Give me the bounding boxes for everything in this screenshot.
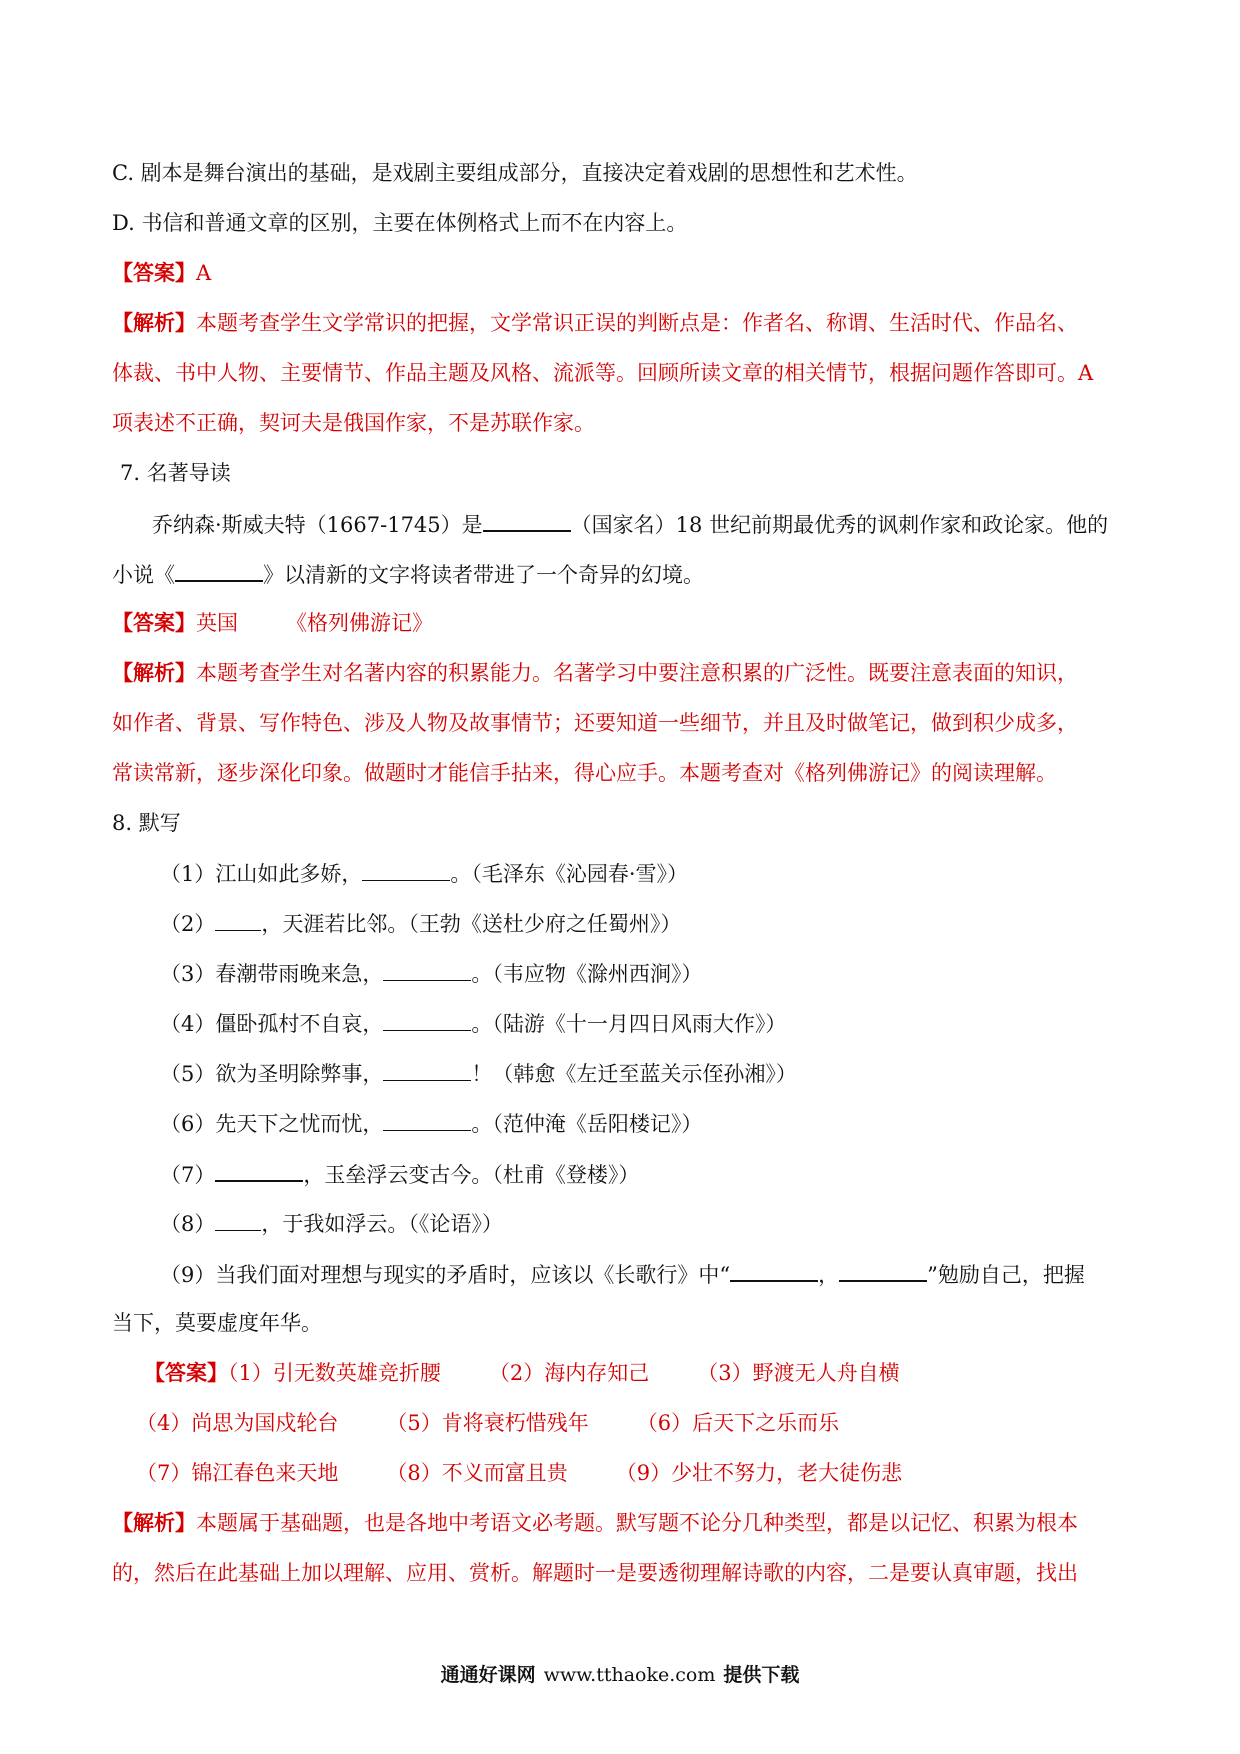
item-number: （3） <box>160 962 216 986</box>
footer-url-link[interactable]: www.tthaoke.com <box>543 1664 716 1686</box>
q8-analysis-line-2: 的，然后在此基础上加以理解、应用、赏析。解题时一是要透彻理解诗歌的内容，二是要认真审题，找出 <box>112 1561 1078 1585</box>
item-text: （9）当我们面对理想与现实的矛盾时，应该以《长歌行》中“ <box>160 1263 731 1287</box>
answer-item: （3）野渡无人舟自横 <box>697 1361 900 1385</box>
q8-item-8 <box>160 1208 1180 1239</box>
q7-analysis-line-3: 常读常新，逐步深化印象。做题时才能信手拈来，得心应手。本题考查对《格列佛游记》的阅读理解。 <box>112 761 1057 785</box>
q7-heading: 7. 名著导读 <box>120 461 231 485</box>
q7-text: 》以清新的文字将读者带进了一个奇异的幻境。 <box>263 563 704 587</box>
answer-item: （2）海内存知己 <box>488 1361 650 1385</box>
item-number: （5） <box>160 1062 216 1086</box>
item-text: ”勉励自己，把握 <box>927 1263 1085 1287</box>
q8-item-4 <box>160 1008 1180 1039</box>
item-text: 。（陆游《十一月四日风雨大作》） <box>471 1012 787 1036</box>
fill-blank[interactable] <box>362 858 450 881</box>
fill-blank[interactable] <box>483 508 571 532</box>
item-text: ，玉垒浮云变古今。（杜甫《登楼》） <box>303 1163 640 1187</box>
answer-item: （1）引无数英雄竞折腰 <box>228 1361 441 1385</box>
item-text: 僵卧孤村不自哀， <box>215 1012 384 1036</box>
fill-blank[interactable] <box>383 1008 471 1031</box>
fill-blank[interactable] <box>839 1258 927 1282</box>
answer-item: （7）锦江春色来天地 <box>136 1461 339 1485</box>
q7-body-line-2 <box>112 558 1132 590</box>
item-text: ，天涯若比邻。（王勃《送杜少府之任蜀州》） <box>261 912 682 936</box>
option-d: D. 书信和普通文章的区别，主要在体例格式上而不在内容上。 <box>112 211 688 235</box>
q8-item-1 <box>160 858 1180 889</box>
q7-answer <box>112 608 1132 638</box>
q6-analysis-line-1 <box>112 308 1132 338</box>
item-text: 。（毛泽东《沁园春·雪》） <box>450 862 689 886</box>
answer-label: 【答案】 <box>112 260 196 285</box>
q7-analysis-line-1 <box>112 658 1132 688</box>
fill-blank[interactable] <box>215 1208 261 1231</box>
answer-item: （8）不义而富且贵 <box>386 1461 568 1485</box>
item-text: 先天下之忧而忧， <box>215 1112 384 1136</box>
q6-answer <box>112 258 1132 288</box>
q8-answer-row-1 <box>144 1358 1164 1388</box>
q8-item-7 <box>160 1158 1180 1190</box>
q8-item-2 <box>160 908 1180 939</box>
fill-blank[interactable] <box>730 1258 818 1282</box>
q7-text: 乔纳森·斯威夫特（1667-1745）是 <box>152 513 483 537</box>
q6-analysis-line-3: 项表述不正确，契诃夫是俄国作家，不是苏联作家。 <box>112 411 595 435</box>
item-number: （1） <box>160 862 216 886</box>
q7-text: （国家名）18 世纪前期最优秀的讽刺作家和政论家。他的 <box>570 513 1109 537</box>
item-number: （4） <box>160 1012 216 1036</box>
q6-analysis-line-2: 体裁、书中人物、主要情节、作品主题及风格、流派等。回顾所读文章的相关情节，根据问题作答即可。A <box>112 361 1094 385</box>
item-text: 江山如此多娇， <box>215 862 363 886</box>
q8-analysis-line-1 <box>112 1508 1132 1538</box>
fill-blank[interactable] <box>383 1108 471 1131</box>
item-number: （6） <box>160 1112 216 1136</box>
answer-value: A <box>196 261 212 285</box>
q8-item-9-line-2: 当下，莫要虚度年华。 <box>112 1311 322 1335</box>
footer-site-name: 通通好课网 <box>440 1664 536 1686</box>
fill-blank[interactable] <box>383 1058 471 1081</box>
item-number: （8） <box>160 1212 216 1236</box>
q8-item-6 <box>160 1108 1180 1139</box>
q8-item-5 <box>160 1058 1180 1089</box>
item-number: （2） <box>160 912 216 936</box>
item-text: ， <box>818 1263 840 1287</box>
item-text: ，于我如浮云。（《论语》） <box>261 1212 503 1236</box>
analysis-label: 【解析】 <box>112 660 196 685</box>
answer-item: （6）后天下之乐而乐 <box>636 1411 840 1435</box>
option-c: C. 剧本是舞台演出的基础，是戏剧主要组成部分，直接决定着戏剧的思想性和艺术性。 <box>112 161 918 185</box>
answer-item: （4）尚思为国戍轮台 <box>136 1411 339 1435</box>
analysis-text: 本题考查学生文学常识的把握，文学常识正误的判断点是：作者名、称谓、生活时代、作品名、 <box>196 311 1078 335</box>
page-footer <box>0 1660 1240 1687</box>
q8-item-9-line-1 <box>160 1258 1180 1290</box>
q8-heading: 8. 默写 <box>112 811 181 835</box>
analysis-text: 本题考查学生对名著内容的积累能力。名著学习中要注意积累的广泛性。既要注意表面的知识， <box>196 661 1078 685</box>
answer-value: 《格列佛游记》 <box>286 611 433 635</box>
item-text: 。（韦应物《滁州西涧》） <box>471 962 703 986</box>
item-text: 。（范仲淹《岳阳楼记》） <box>471 1112 703 1136</box>
answer-label: 【答案】 <box>112 610 196 635</box>
analysis-text: 本题属于基础题，也是各地中考语文必考题。默写题不论分几种类型，都是以记忆、积累为根本 <box>196 1511 1078 1535</box>
q8-answer-row-2 <box>136 1408 1156 1438</box>
answer-value: 英国 <box>196 611 238 635</box>
q7-analysis-line-2: 如作者、背景、写作特色、涉及人物及故事情节；还要知道一些细节，并且及时做笔记，做到积少成多， <box>112 711 1078 735</box>
answer-label: 【答案】 <box>144 1360 228 1385</box>
fill-blank[interactable] <box>175 558 263 582</box>
analysis-label: 【解析】 <box>112 310 196 335</box>
item-text: 欲为圣明除弊事， <box>215 1062 384 1086</box>
answer-item: （5）肯将衰朽惜残年 <box>386 1411 589 1435</box>
q7-text: 小说《 <box>112 563 175 587</box>
item-number: （7） <box>160 1163 216 1187</box>
answer-item: （9）少壮不努力，老大徒伤悲 <box>615 1461 903 1485</box>
q8-item-3 <box>160 958 1180 989</box>
q7-body-line-1 <box>152 508 1172 540</box>
item-text: ！（韩愈《左迁至蓝关示侄孙湘》） <box>471 1062 797 1086</box>
footer-tagline: 提供下载 <box>723 1664 800 1686</box>
fill-blank[interactable] <box>215 1158 303 1182</box>
item-text: 春潮带雨晚来急， <box>215 962 384 986</box>
analysis-label: 【解析】 <box>112 1510 196 1535</box>
q8-answer-row-3 <box>136 1458 1156 1488</box>
fill-blank[interactable] <box>383 958 471 981</box>
fill-blank[interactable] <box>215 908 261 931</box>
